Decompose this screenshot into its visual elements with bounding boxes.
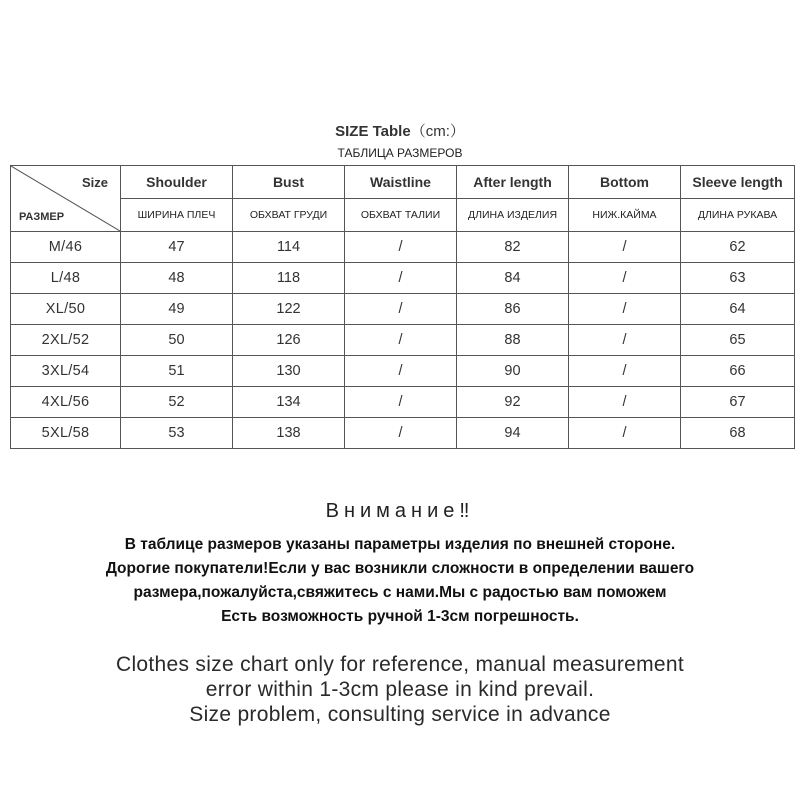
- after-length-cell: 90: [457, 356, 569, 387]
- notice-line: размера,пожалуйста,свяжитесь с нами.Мы с радостью вам поможем: [133, 584, 667, 601]
- size-cell: L/48: [11, 263, 121, 294]
- waistline-cell: /: [345, 387, 457, 418]
- waistline-cell: /: [345, 418, 457, 449]
- table-row: [11, 263, 795, 294]
- header-ru-waist: ОБХВАТ ТАЛИИ: [345, 199, 457, 232]
- table-row: [11, 325, 795, 356]
- sleeve-length-cell: 63: [681, 263, 795, 294]
- table-row: [11, 387, 795, 418]
- waistline-cell: /: [345, 356, 457, 387]
- table-row: [11, 294, 795, 325]
- after-length-cell: 88: [457, 325, 569, 356]
- header-ru-shoulder: ШИРИНА ПЛЕЧ: [121, 199, 233, 232]
- header-ru-sleeve: ДЛИНА РУКАВА: [681, 199, 795, 232]
- corner-size-label: Size: [81, 175, 108, 190]
- sleeve-length-cell: 65: [681, 325, 795, 356]
- header-waistline: Waistline: [345, 166, 457, 199]
- size-cell: 4XL/56: [11, 387, 121, 418]
- header-ru-bust: ОБХВАТ ГРУДИ: [233, 199, 345, 232]
- bottom-cell: /: [569, 294, 681, 325]
- notice-block: [0, 500, 800, 629]
- notice-line: Дорогие покупатели!Если у вас возникли сложности в определении вашего: [105, 560, 695, 577]
- header-bottom: Bottom: [569, 166, 681, 199]
- waistline-cell: /: [345, 232, 457, 263]
- shoulder-cell: 49: [121, 294, 233, 325]
- table-row: [11, 418, 795, 449]
- notice-title: Внимание‼: [325, 500, 475, 522]
- notice-line: Есть возможность ручной 1-3см погрешность.: [221, 608, 579, 625]
- sleeve-length-cell: 64: [681, 294, 795, 325]
- english-disclaimer: [0, 652, 800, 727]
- waistline-cell: /: [345, 263, 457, 294]
- table-row: [11, 232, 795, 263]
- notice-line: В таблице размеров указаны параметры изделия по внешней стороне.: [124, 536, 676, 553]
- bottom-cell: /: [569, 418, 681, 449]
- after-length-cell: 82: [457, 232, 569, 263]
- english-line: Size problem, consulting service in advance: [189, 703, 611, 726]
- size-cell: 2XL/52: [11, 325, 121, 356]
- sleeve-length-cell: 67: [681, 387, 795, 418]
- bust-cell: 118: [233, 263, 345, 294]
- size-table: [10, 165, 795, 449]
- header-ru-length: ДЛИНА ИЗДЕЛИЯ: [457, 199, 569, 232]
- header-shoulder: Shoulder: [121, 166, 233, 199]
- bust-cell: 134: [233, 387, 345, 418]
- waistline-cell: /: [345, 294, 457, 325]
- bust-cell: 130: [233, 356, 345, 387]
- shoulder-cell: 50: [121, 325, 233, 356]
- english-line: Clothes size chart only for reference, manual measurement: [115, 653, 685, 676]
- bottom-cell: /: [569, 325, 681, 356]
- size-cell: XL/50: [11, 294, 121, 325]
- sleeve-length-cell: 66: [681, 356, 795, 387]
- waistline-cell: /: [345, 325, 457, 356]
- sleeve-length-cell: 68: [681, 418, 795, 449]
- size-cell: 5XL/58: [11, 418, 121, 449]
- bust-cell: 138: [233, 418, 345, 449]
- bust-cell: 114: [233, 232, 345, 263]
- bust-cell: 122: [233, 294, 345, 325]
- table-subtitle: ТАБЛИЦА РАЗМЕРОВ: [337, 146, 463, 160]
- header-after-length: After length: [457, 166, 569, 199]
- bottom-cell: /: [569, 232, 681, 263]
- shoulder-cell: 48: [121, 263, 233, 294]
- size-cell: M/46: [11, 232, 121, 263]
- shoulder-cell: 51: [121, 356, 233, 387]
- header-bust: Bust: [233, 166, 345, 199]
- after-length-cell: 86: [457, 294, 569, 325]
- shoulder-cell: 52: [121, 387, 233, 418]
- corner-cell: [11, 166, 121, 232]
- bottom-cell: /: [569, 387, 681, 418]
- bust-cell: 126: [233, 325, 345, 356]
- after-length-cell: 84: [457, 263, 569, 294]
- table-title-unit: （cm:）: [410, 123, 465, 140]
- shoulder-cell: 47: [121, 232, 233, 263]
- size-cell: 3XL/54: [11, 356, 121, 387]
- table-title-bold: SIZE Table: [335, 123, 411, 140]
- after-length-cell: 92: [457, 387, 569, 418]
- english-line: error within 1-3cm please in kind prevail.: [205, 678, 595, 701]
- header-ru-hem: НИЖ.КАЙМА: [569, 199, 681, 232]
- sleeve-length-cell: 62: [681, 232, 795, 263]
- header-row-ru: [11, 199, 795, 232]
- header-sleeve-length: Sleeve length: [681, 166, 795, 199]
- table-title: [0, 120, 800, 141]
- header-row-en: [11, 166, 795, 199]
- corner-razmer-label: РАЗМЕР: [19, 211, 65, 223]
- bottom-cell: /: [569, 356, 681, 387]
- after-length-cell: 94: [457, 418, 569, 449]
- table-row: [11, 356, 795, 387]
- shoulder-cell: 53: [121, 418, 233, 449]
- bottom-cell: /: [569, 263, 681, 294]
